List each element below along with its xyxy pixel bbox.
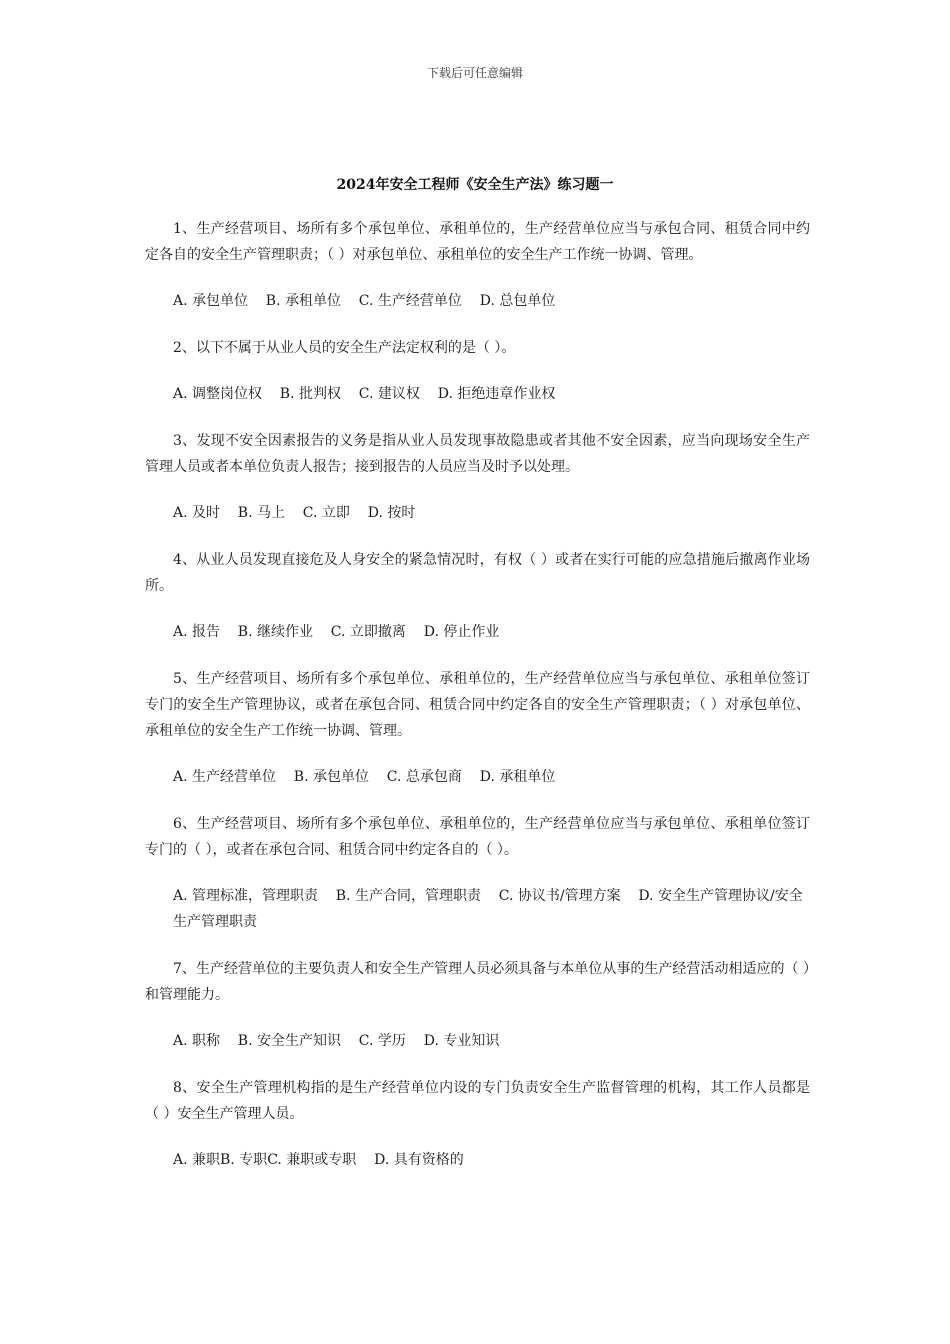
question-block-5	[145, 666, 810, 811]
question-options: A. 兼职B. 专职C. 兼职或专职 D. 具有资格的	[173, 1152, 464, 1168]
document-title: 2024年安全工程师《安全生产法》练习题一	[336, 177, 614, 193]
question-text: 2、以下不属于从业人员的安全生产法定权利的是（ ）。	[173, 340, 516, 356]
question-list	[145, 216, 810, 1173]
question-block-2	[145, 335, 810, 428]
question-options: A. 及时 B. 马上 C. 立即 D. 按时	[173, 505, 416, 521]
page-header-note: 下载后可任意编辑	[426, 66, 523, 80]
question-block-6	[145, 811, 810, 956]
question-text: 1、生产经营项目、场所有多个承包单位、承租单位的，生产经营单位应当与承包合同、租赁合同中约定各自的安全生产管理职责；（ ）对承包单位、承租单位的安全生产工作统一协调、管理。	[145, 221, 810, 263]
question-block-8	[145, 1075, 810, 1173]
question-options: A. 报告 B. 继续作业 C. 立即撤离 D. 停止作业	[173, 624, 500, 640]
question-options: A. 生产经营单位 B. 承包单位 C. 总承包商 D. 承租单位	[173, 769, 556, 785]
question-options: A. 管理标准，管理职责 B. 生产合同，管理职责 C. 协议书/管理方案 D. 安全生产管理协议/安全生产管理职责	[173, 888, 803, 930]
question-text: 6、生产经营项目、场所有多个承包单位、承租单位的，生产经营单位应当与承包单位、承租单位签订专门的（ ），或者在承包合同、租赁合同中约定各自的（ ）。	[145, 816, 810, 858]
question-block-1	[145, 216, 810, 335]
question-text: 7、生产经营单位的主要负责人和安全生产管理人员必须具备与本单位从事的生产经营活动相适应的（ ）和管理能力。	[145, 961, 810, 1003]
question-block-4	[145, 547, 810, 666]
question-text: 5、生产经营项目、场所有多个承包单位、承租单位的，生产经营单位应当与承包单位、承租单位签订专门的安全生产管理协议，或者在承包合同、租赁合同中约定各自的安全生产管理职责；（ ）对承包单位、承租单位的安全生产工作统一协调、管理。	[145, 671, 810, 739]
question-text: 4、从业人员发现直接危及人身安全的紧急情况时，有权（ ）或者在实行可能的应急措施后撤离作业场所。	[145, 552, 810, 594]
question-options: A. 承包单位 B. 承租单位 C. 生产经营单位 D. 总包单位	[173, 293, 556, 309]
question-text: 3、发现不安全因素报告的义务是指从业人员发现事故隐患或者其他不安全因素，应当向现场安全生产管理人员或者本单位负责人报告；接到报告的人员应当及时予以处理。	[145, 433, 810, 475]
question-text: 8、安全生产管理机构指的是生产经营单位内设的专门负责安全生产监督管理的机构，其工作人员都是（ ）安全生产管理人员。	[145, 1080, 810, 1122]
question-block-3	[145, 428, 810, 547]
question-options: A. 职称 B. 安全生产知识 C. 学历 D. 专业知识	[173, 1033, 500, 1049]
question-options: A. 调整岗位权 B. 批判权 C. 建议权 D. 拒绝违章作业权	[173, 386, 556, 402]
question-block-7	[145, 956, 810, 1075]
